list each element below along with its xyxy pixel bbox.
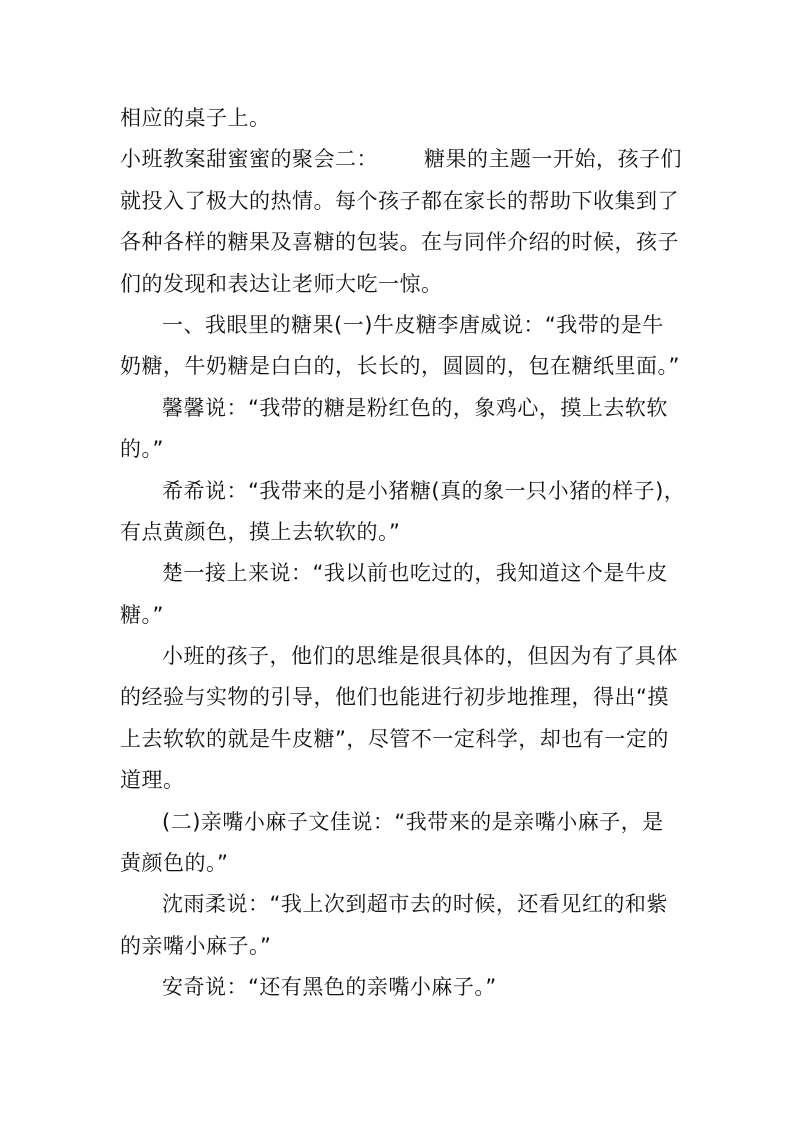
text-line: 的经验与实物的引导，他们也能进行初步地推理，得出“摸 [120, 685, 669, 710]
section-heading-line [120, 139, 690, 180]
text-line: 的亲嘴小麻子。” [120, 933, 272, 958]
text-line: 黄颜色的。” [120, 851, 229, 876]
text-line: 们的发现和表达让老师大吃一惊。 [120, 271, 443, 296]
text-line: 希希说：“我带来的是小猪糖(真的象一只小猪的样子)， [162, 478, 686, 503]
section-title: 小班教案甜蜜蜜的聚会二： [120, 147, 378, 172]
text-line: 就投入了极大的热情。每个孩子都在家长的帮助下收集到了 [120, 188, 679, 213]
text-line: 一、我眼里的糖果(一)牛皮糖李唐威说：“我带的是牛 [162, 312, 664, 337]
text-line: 奶糖，牛奶糖是白白的，长长的，圆圆的，包在糖纸里面。” [120, 354, 680, 379]
text-line: 小班的孩子，他们的思维是很具体的，但因为有了具体 [162, 644, 678, 669]
body-text [120, 98, 690, 1009]
text-line: 安奇说：“还有黑色的亲嘴小麻子。” [162, 975, 497, 1000]
text-line: 各种各样的糖果及喜糖的包装。在与同伴介绍的时候，孩子 [120, 230, 679, 255]
text-line: 糖。” [120, 602, 164, 627]
text-line: 馨馨说：“我带的糖是粉红色的，象鸡心，摸上去软软 [162, 395, 668, 420]
text-line: 上去软软的就是牛皮糖”，尽管不一定科学，却也有一定的 [120, 726, 669, 751]
text-line: 道理。 [120, 768, 185, 793]
text-line: 有点黄颜色，摸上去软软的。” [120, 519, 401, 544]
text-line: 楚一接上来说：“我以前也吃过的，我知道这个是牛皮 [162, 561, 668, 586]
text-line: 相应的桌子上。 [120, 106, 271, 130]
text-line: 的。” [120, 437, 164, 462]
text-line: (二)亲嘴小麻子文佳说：“我带来的是亲嘴小麻子，是 [162, 809, 664, 834]
text-line: 沈雨柔说：“我上次到超市去的时候，还看见红的和紫 [162, 892, 668, 917]
text-fragment: 糖果的主题一开始，孩子们 [424, 147, 682, 172]
